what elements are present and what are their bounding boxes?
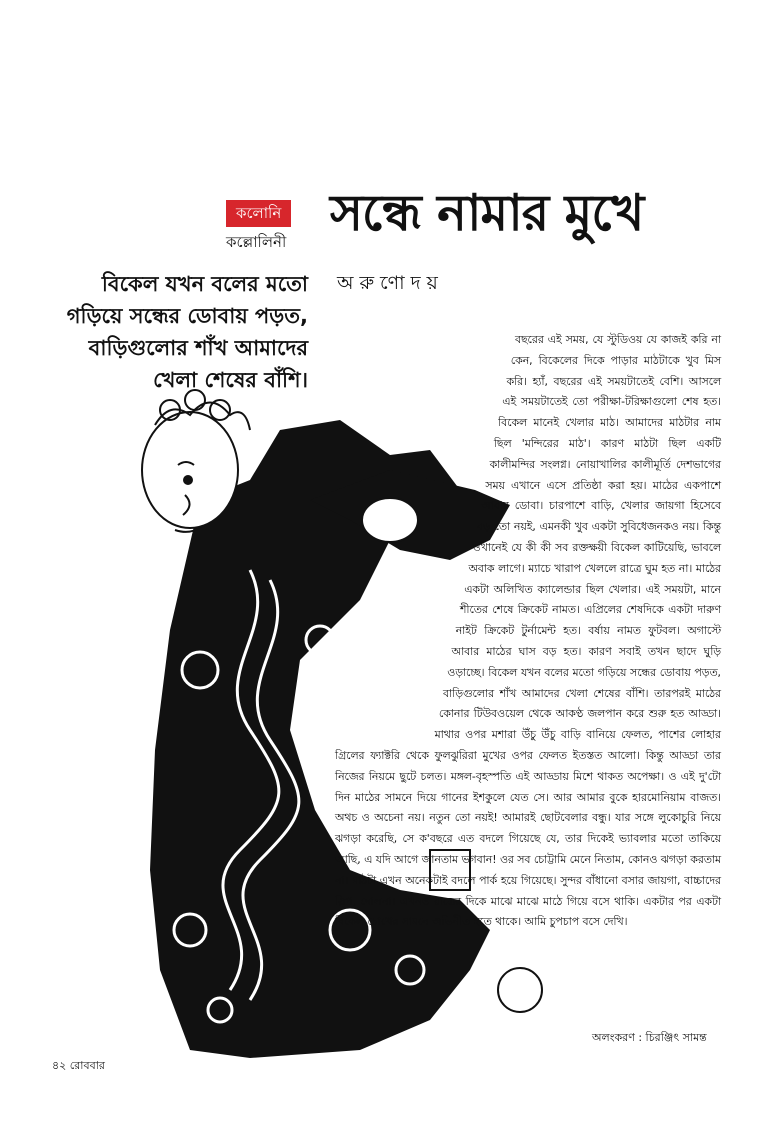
article-body-text: বছরের এই সময়, যে স্টুডিওয় যে কাজই করি না কেন, বিকেলের দিকে পাড়ার মাঠটাকে খুব মিস করি। হ্যাঁ, বছরের এই সময়টাতেই বেশি। আসলে এই সময়টাতেই তো পরীক্ষা-টরিক্ষাগুলো শেষ হত। বিকেল মানেই খেলার মাঠ। আমাদের মাঠটার নাম ছিল 'মন্দিরের মাঠ'। কারণ মাঠটা ছিল একটি কালীমন্দির সংলগ্ন। নোয়াখালির কালীমূর্তি দেশভাগের সময় এখানে এসে প্রতিষ্ঠা করা হয়। মাঠের একপাশে আবার ডোবা। চারপাশে বাড়ি, খেলার জায়গা হিসেবে বড় তো নয়ই, এমনকী খুব একটা সুবিধেজনকও নয়। কিন্তু ওখানেই যে কী কী সব রক্তক্ষয়ী বিকেল কাটিয়েছি, ভাবলে অবাক লাগে। ম্যাচে খারাপ খেললে রাত্রে ঘুম হত না। মাঠের একটা অলিখিত ক্যালেন্ডার ছিল খেলার। এই সময়টা, মানে শীতের শেষে ক্রিকেট নামত। এপ্রিলের শেষদিকে একটা দারুণ নাইট ক্রিকেট টুর্নামেন্ট হত। বর্ষায় নামত ফুটবল। অগাস্টে আবার মাঠের ঘাস বড় হত। কারণ সবাই তখন ছাদে ঘুড়ি ওড়াচ্ছে। বিকেল যখন বলের মতো গড়িয়ে সন্ধের ডোবায় পড়ত, বাড়িগুলোর শাঁখ আমাদের খেলা শেষের বাঁশি। তারপরই মাঠের কোনার টিউবওয়েল থেকে আকণ্ঠ জলপান করে শুরু হত আড্ডা। মাথার ওপর মশারা উঁচু উঁচু বাড়ি বানিয়ে ফেলত, পাশের লোহার গ্রিলের ফ্যাক্টরি থেকে ফুলঝুরিরা মুখের ওপর ফেলত ইতস্তত আলো। কিন্তু আড্ডা তার নিজের নিয়মে ছুটে চলত। মঙ্গল-বৃহস্পতি এই আড্ডায় মিশে থাকত অপেক্ষা। ও এই দু'টো দিন মাঠের সামনে দিয়ে গানের ইশকুলে যেত সে। আর আমার বুকে হারমোনিয়াম বাজত। অথচ ও অচেনা নয়। নতুন তো নয়ই! আমারই ছোটবেলার বন্ধু। যার সঙ্গে লুকোচুরি নিয়ে ঝগড়া করেছি, সে ক'বছরে এত বদলে গিয়েছে যে, তার দিকেই ভ্যাবলার মতো তাকিয়ে আছি, এ যদি আগে জানতাম ভগবান! ওর সব চোট্টামি মেনে নিতাম, কোনও ঝগড়া করতাম না। মাঠটা এখন অনেকটাই বদলে পার্ক হয়ে গিয়েছে। সুন্দর বাঁধানো বসার জায়গা, বাচ্চাদের স্লিপ, দোলনা। এখনও রাত্রের দিকে মাঝে মাঝে মাঠে গিয়ে বসে থাকি। একটার পর একটা বিকেল চোখের সামনে অভিনীত হতে থাকে। আমি চুপচাপ বসে দেখি।	[335, 333, 722, 929]
section-badge: কলোনি	[226, 200, 291, 227]
series-name: কল্লোলিনী	[226, 233, 287, 251]
pull-quote: বিকেল যখন বলের মতো গড়িয়ে সন্ধের ডোবায় পড়ত, বাড়িগুলোর শাঁখ আমাদের খেলা শেষের বাঁশি।	[66, 272, 308, 392]
illustration-credit: অলংকরণ : চিরঞ্জিৎ সামন্ত	[592, 1031, 707, 1044]
author-byline: অরুণোদয়	[337, 272, 444, 294]
article-body	[335, 330, 721, 933]
article-title: সন্ধে নামার মুখে	[330, 184, 644, 242]
page-footer: ৪২ রোববার	[52, 1059, 105, 1072]
